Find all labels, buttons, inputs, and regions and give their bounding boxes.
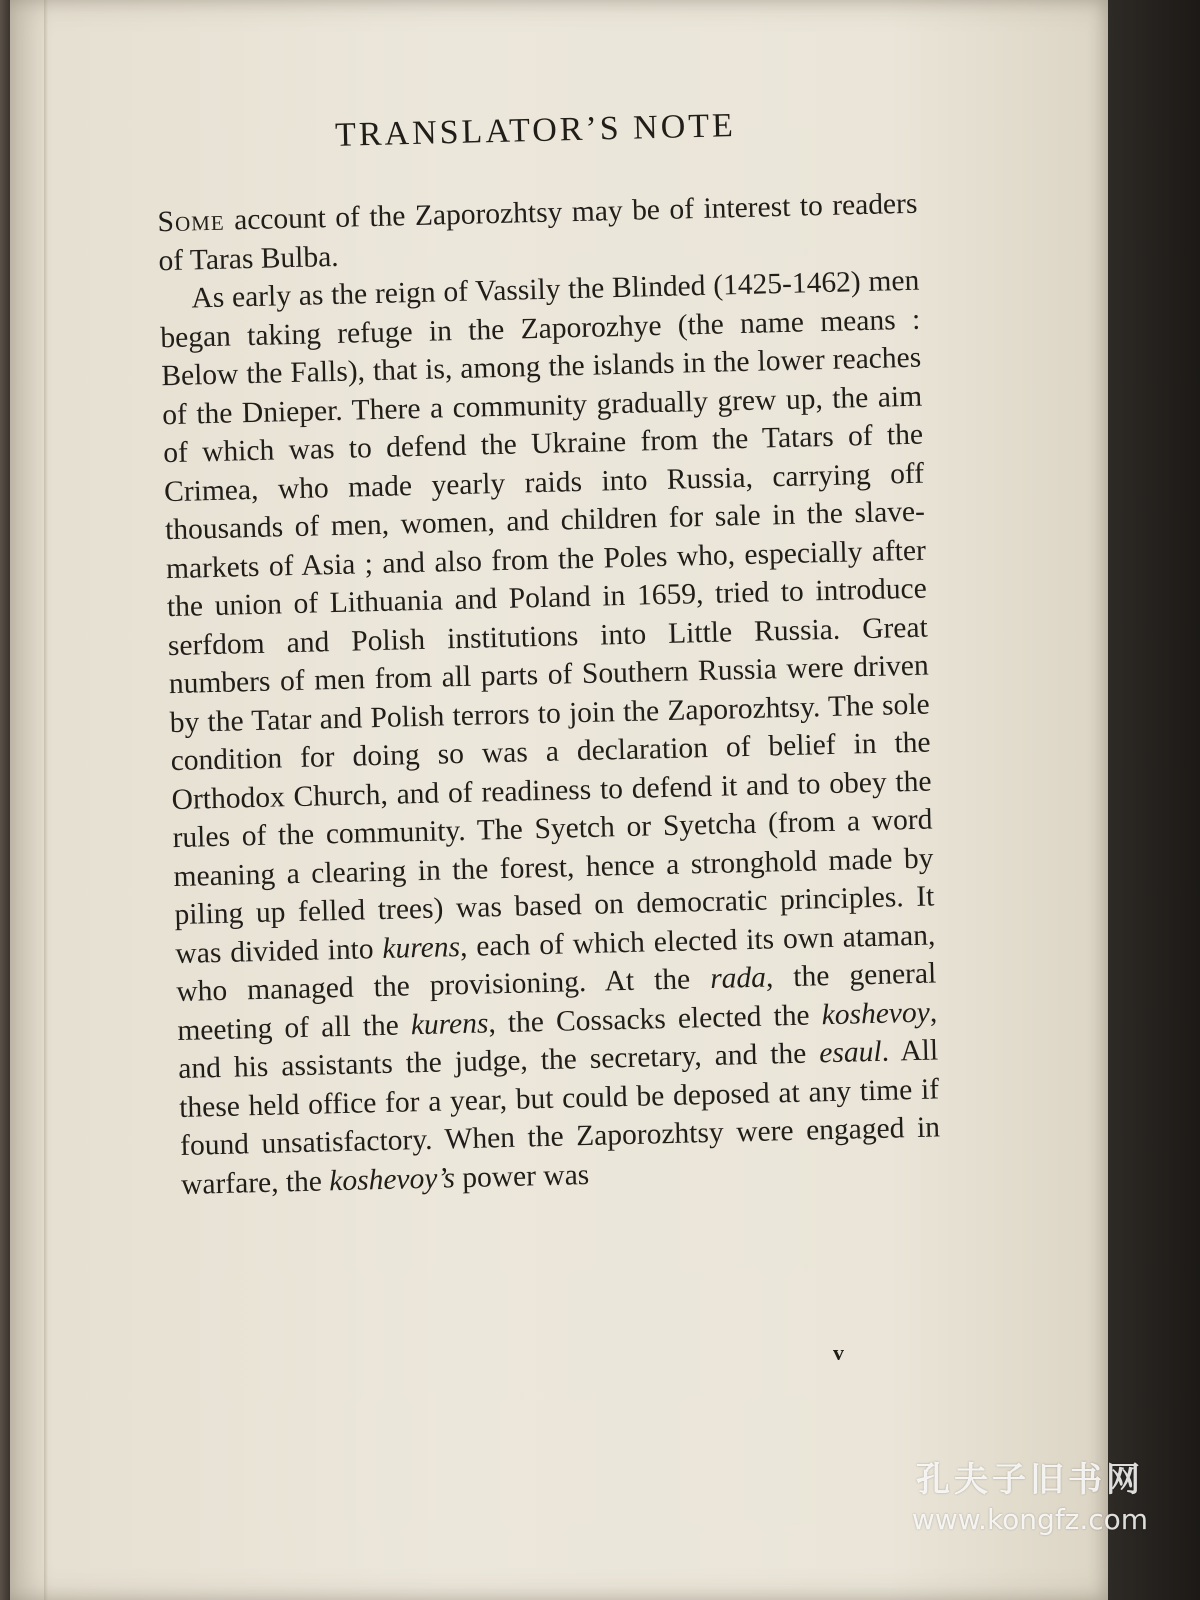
paragraph-text: , the Cossacks elected the: [488, 998, 823, 1039]
small-caps-lead: Some: [157, 204, 226, 239]
site-watermark: [880, 1452, 1180, 1536]
page-number: v: [833, 1340, 844, 1365]
italic-term: rada: [709, 961, 767, 995]
paragraph-text: , each of which elected its own ataman, who managed the provisioning. At the: [176, 918, 936, 1009]
paragraph-history: [159, 262, 941, 1204]
paragraph-text: As early as the reign of Vassily the Blinded (1425-1462) men began taking refuge in the Zaporozhye (the name means : Below the Falls), that is, among the islands in the lower reaches of the Dnieper. There a community gradually grew up, the aim of which was to defend the Ukraine from the Tatars of the Crimea, who made yearly raids into Russia, carrying off thousands of men, women, and children for sale in the slave-markets of Asia ; and also from the Poles who, especially after the union of Lithuania and Poland in 1659, tried to introduce serfdom and Polish institutions into Little Russia. Great numbers of men from all parts of Southern Russia were driven by the Tatar and Polish terrors to join the Zaporozhtsy. The sole condition for doing so was a declaration of belief in the Orthodox Church, and of readiness to defend it and to obey the rules of the community. The Syetch or Syetcha (from a word meaning a clearing in the forest, hence a stronghold made by piling up felled trees) was based on democratic principles. It was divided into: [160, 264, 935, 970]
paragraph-text: , the general meeting of all the: [176, 957, 937, 1047]
italic-term: kurens: [410, 1006, 489, 1041]
page-title: TRANSLATOR’S NOTE: [334, 107, 737, 154]
page-gutter-shadow: [44, 0, 48, 1600]
italic-term: esaul: [818, 1035, 882, 1070]
paragraph-text: power was: [454, 1158, 590, 1194]
paragraph-text: , and his assistants the judge, the secretary, and the: [177, 995, 938, 1085]
italic-term: kurens: [382, 930, 461, 965]
watermark-url: www.kongfz.com: [911, 1503, 1149, 1536]
paragraph-text: . All these held office for a year, but could be deposed at any time if found unsatisfactory. When the Zaporozhtsy were engaged in warfare, the: [178, 1034, 941, 1201]
italic-term: koshevoy: [821, 996, 931, 1031]
italic-term: koshevoy’s: [328, 1161, 456, 1197]
watermark-name: 孔夫子旧书网: [916, 1460, 1144, 1500]
page-text-block: [155, 103, 941, 1204]
paragraph-text: account of the Zaporozhtsy may be of interest to readers of Taras Bulba.: [158, 187, 918, 277]
